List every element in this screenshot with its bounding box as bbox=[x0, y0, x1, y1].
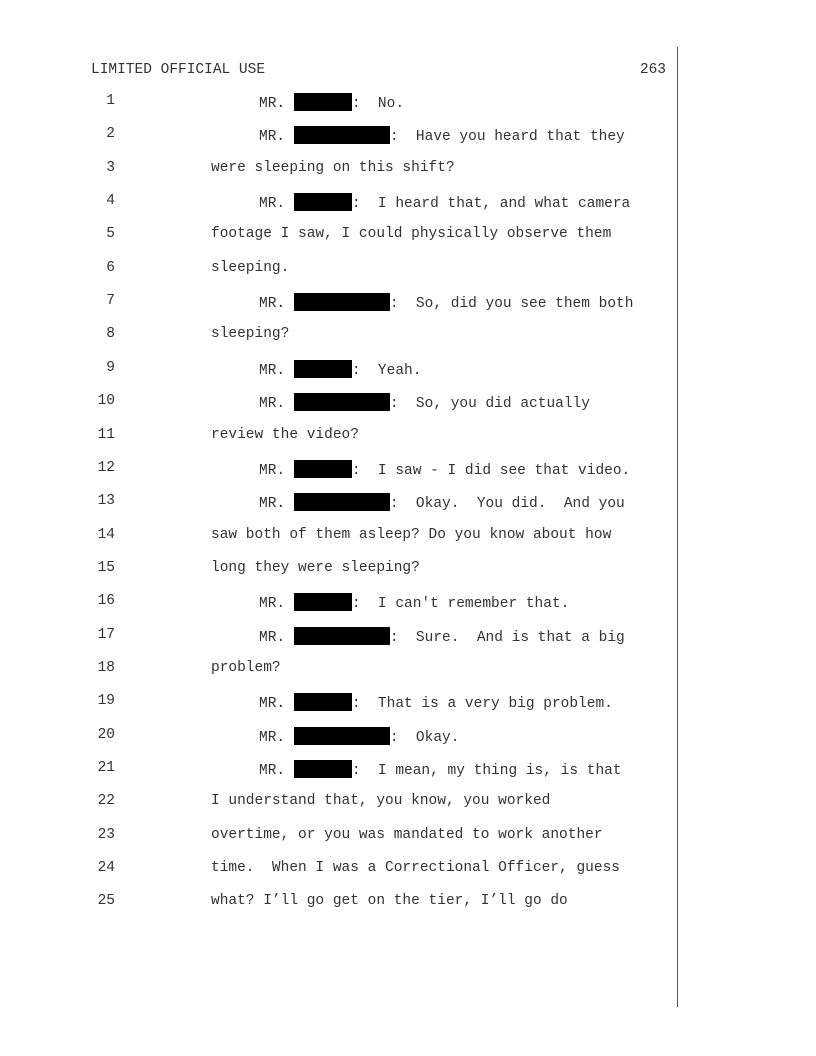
continuation-line: what? I’ll go get on the tier, I’ll go do bbox=[211, 893, 568, 910]
transcript-line bbox=[0, 126, 680, 148]
speaker-line bbox=[259, 693, 613, 712]
line-number: 22 bbox=[97, 793, 115, 810]
line-number: 14 bbox=[97, 526, 115, 543]
transcript-line bbox=[0, 493, 680, 515]
redaction-bar bbox=[294, 493, 390, 511]
utterance-text: : Have you heard that they bbox=[389, 129, 625, 146]
transcript-line bbox=[0, 560, 680, 582]
utterance-text: : No. bbox=[351, 96, 405, 112]
utterance-text: : I can't remember that. bbox=[351, 596, 570, 613]
utterance-text: : I heard that, and what camera bbox=[351, 196, 631, 213]
redaction-bar bbox=[294, 93, 352, 111]
utterance-text: : I mean, my thing is, is that bbox=[351, 763, 622, 779]
transcript-line bbox=[0, 793, 680, 815]
line-number: 19 bbox=[97, 693, 115, 710]
speaker-line bbox=[259, 193, 630, 212]
continuation-line: saw both of them asleep? Do you know about how bbox=[211, 526, 612, 543]
line-number: 15 bbox=[97, 559, 115, 576]
speaker-line bbox=[259, 360, 421, 379]
redaction-bar bbox=[294, 627, 390, 645]
transcript-line bbox=[0, 860, 680, 882]
redaction-bar bbox=[294, 293, 390, 311]
transcript-line bbox=[0, 360, 680, 382]
transcript-line bbox=[0, 93, 680, 115]
line-number: 3 bbox=[106, 159, 115, 176]
continuation-line: I understand that, you know, you worked bbox=[211, 793, 551, 810]
line-number: 25 bbox=[97, 893, 115, 910]
line-number: 16 bbox=[97, 593, 115, 610]
continuation-line: were sleeping on this shift? bbox=[211, 159, 455, 176]
redaction-bar bbox=[294, 193, 352, 211]
transcript-line bbox=[0, 727, 680, 749]
line-number: 12 bbox=[97, 459, 115, 476]
utterance-text: : So, did you see them both bbox=[389, 296, 634, 313]
page-number: 263 bbox=[639, 62, 666, 78]
speaker-prefix: MR. bbox=[259, 362, 286, 379]
speaker-line bbox=[259, 293, 633, 312]
speaker-line bbox=[259, 493, 625, 512]
line-number: 9 bbox=[106, 359, 115, 376]
transcript-line bbox=[0, 760, 680, 782]
speaker-prefix: MR. bbox=[259, 763, 286, 779]
transcript-line bbox=[0, 226, 680, 248]
line-number: 4 bbox=[106, 193, 115, 210]
speaker-line bbox=[259, 126, 625, 145]
speaker-line bbox=[259, 627, 625, 646]
utterance-text: : Yeah. bbox=[351, 362, 422, 379]
speaker-line bbox=[259, 460, 630, 479]
transcript-line bbox=[0, 827, 680, 849]
redaction-bar bbox=[294, 593, 352, 611]
transcript-line bbox=[0, 160, 680, 182]
line-number: 23 bbox=[97, 826, 115, 843]
speaker-prefix: MR. bbox=[259, 96, 286, 112]
continuation-line: sleeping? bbox=[211, 326, 290, 343]
line-number: 7 bbox=[106, 293, 115, 310]
transcript-line bbox=[0, 293, 680, 315]
continuation-line: time. When I was a Correctional Officer, guess bbox=[211, 860, 620, 877]
transcript-line bbox=[0, 527, 680, 549]
continuation-line: review the video? bbox=[211, 426, 359, 443]
redaction-bar bbox=[294, 460, 352, 478]
speaker-prefix: MR. bbox=[259, 296, 286, 313]
speaker-line bbox=[259, 593, 569, 612]
line-number: 8 bbox=[106, 326, 115, 343]
transcript-line bbox=[0, 260, 680, 282]
line-number: 6 bbox=[106, 259, 115, 276]
continuation-line: overtime, or you was mandated to work another bbox=[211, 826, 603, 843]
speaker-prefix: MR. bbox=[259, 696, 286, 713]
line-number: 1 bbox=[106, 93, 115, 109]
utterance-text: : So, you did actually bbox=[389, 396, 590, 413]
line-number: 24 bbox=[97, 860, 115, 877]
line-number: 10 bbox=[97, 393, 115, 410]
line-number: 11 bbox=[97, 426, 115, 443]
redaction-bar bbox=[294, 693, 352, 711]
speaker-prefix: MR. bbox=[259, 396, 286, 413]
line-number: 20 bbox=[97, 726, 115, 743]
continuation-line: sleeping. bbox=[211, 259, 290, 276]
transcript-line bbox=[0, 460, 680, 482]
line-number: 2 bbox=[106, 126, 115, 143]
transcript-line bbox=[0, 660, 680, 682]
speaker-line bbox=[259, 93, 404, 112]
line-number: 17 bbox=[97, 626, 115, 643]
speaker-prefix: MR. bbox=[259, 196, 286, 213]
transcript-line bbox=[0, 627, 680, 649]
continuation-line: long they were sleeping? bbox=[211, 559, 420, 576]
speaker-prefix: MR. bbox=[259, 496, 286, 513]
speaker-prefix: MR. bbox=[259, 596, 286, 613]
utterance-text: : Okay. You did. And you bbox=[389, 496, 625, 513]
speaker-prefix: MR. bbox=[259, 729, 286, 746]
utterance-text: : That is a very big problem. bbox=[351, 696, 613, 713]
transcript-line bbox=[0, 893, 680, 915]
transcript-line bbox=[0, 593, 680, 615]
speaker-line bbox=[259, 393, 590, 412]
speaker-prefix: MR. bbox=[259, 629, 286, 646]
utterance-text: : Okay. bbox=[389, 729, 460, 746]
line-number: 5 bbox=[106, 226, 115, 243]
continuation-line: problem? bbox=[211, 659, 281, 676]
classification-header: LIMITED OFFICIAL USE bbox=[91, 62, 266, 78]
speaker-prefix: MR. bbox=[259, 462, 286, 479]
line-number: 13 bbox=[97, 493, 115, 510]
speaker-prefix: MR. bbox=[259, 129, 286, 146]
utterance-text: : I saw - I did see that video. bbox=[351, 462, 631, 479]
redaction-bar bbox=[294, 727, 390, 745]
line-number: 18 bbox=[97, 659, 115, 676]
transcript-line bbox=[0, 427, 680, 449]
line-number: 21 bbox=[97, 760, 115, 776]
speaker-line bbox=[259, 727, 459, 746]
transcript-line bbox=[0, 326, 680, 348]
continuation-line: footage I saw, I could physically observe them bbox=[211, 226, 612, 243]
redaction-bar bbox=[294, 126, 390, 144]
redaction-bar bbox=[294, 760, 352, 778]
speaker-line bbox=[259, 760, 622, 779]
utterance-text: : Sure. And is that a big bbox=[389, 629, 625, 646]
transcript-line bbox=[0, 193, 680, 215]
redaction-bar bbox=[294, 393, 390, 411]
transcript-line bbox=[0, 393, 680, 415]
transcript-line bbox=[0, 693, 680, 715]
redaction-bar bbox=[294, 360, 352, 378]
